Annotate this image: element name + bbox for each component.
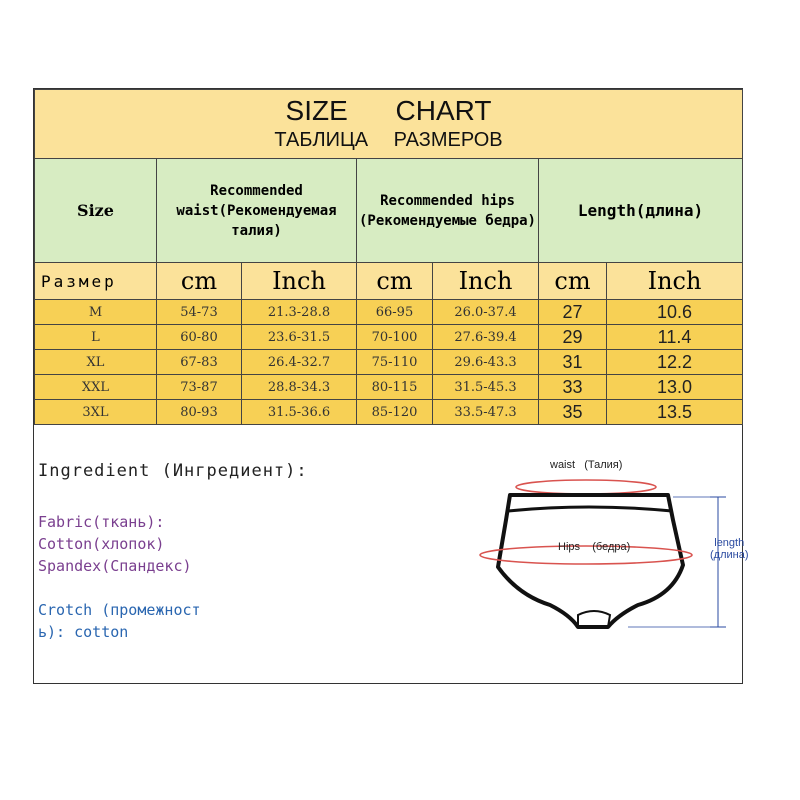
cell-length-inch: 13.0	[607, 375, 743, 400]
cell-size: L	[35, 325, 157, 350]
title-ru: ТАБЛИЦА РАЗМЕРОВ	[274, 129, 503, 151]
unit-length-cm: cm	[539, 263, 607, 300]
waist-label: waist (Талия)	[550, 459, 623, 471]
cell-length-inch: 10.6	[607, 300, 743, 325]
cell-hips-cm: 66-95	[357, 300, 433, 325]
cell-size: XXL	[35, 375, 157, 400]
cell-waist-inch: 23.6-31.5	[242, 325, 357, 350]
unit-razmer: Размер	[35, 263, 157, 300]
cell-hips-inch: 27.6-39.4	[433, 325, 539, 350]
ingredient-title: Ingredient (Ингредиент):	[38, 461, 308, 481]
cotton-label: Cotton(хлопок)	[38, 535, 165, 553]
cell-length-cm: 35	[539, 400, 607, 425]
cell-waist-cm: 54-73	[157, 300, 242, 325]
cell-waist-cm: 60-80	[157, 325, 242, 350]
measurement-diagram	[478, 445, 749, 645]
title-cell	[35, 90, 743, 159]
header-hips: Recommended hips (Рекомендуемые бедра)	[357, 159, 539, 263]
header-length: Length(длина)	[539, 159, 743, 263]
cell-size: M	[35, 300, 157, 325]
cell-length-inch: 12.2	[607, 350, 743, 375]
cell-length-cm: 31	[539, 350, 607, 375]
cell-waist-inch: 21.3-28.8	[242, 300, 357, 325]
hips-label: Hips (бедра)	[558, 541, 631, 553]
cell-hips-cm: 70-100	[357, 325, 433, 350]
cell-waist-inch: 31.5-36.6	[242, 400, 357, 425]
unit-hips-cm: cm	[357, 263, 433, 300]
cell-size: XL	[35, 350, 157, 375]
cell-length-cm: 27	[539, 300, 607, 325]
table-row	[35, 375, 743, 400]
cell-hips-cm: 80-115	[357, 375, 433, 400]
size-chart-sheet	[33, 88, 749, 684]
crotch-label-line2: ь): cotton	[38, 623, 129, 641]
fabric-label: Fabric(ткань):	[38, 513, 165, 531]
cell-size: 3XL	[35, 400, 157, 425]
cell-waist-cm: 73-87	[157, 375, 242, 400]
length-label: length (длина)	[710, 537, 749, 561]
table-row	[35, 300, 743, 325]
crotch-label-line1: Crotch (промежност	[38, 601, 201, 619]
cell-length-cm: 29	[539, 325, 607, 350]
table-row	[35, 325, 743, 350]
cell-waist-cm: 80-93	[157, 400, 242, 425]
ingredient-section	[38, 461, 468, 643]
cell-waist-inch: 28.8-34.3	[242, 375, 357, 400]
table-row	[35, 400, 743, 425]
cell-length-inch: 13.5	[607, 400, 743, 425]
cell-hips-inch: 31.5-45.3	[433, 375, 539, 400]
header-waist: Recommended waist(Рекомендуемая талия)	[157, 159, 357, 263]
spandex-label: Spandex(Спандекс)	[38, 557, 192, 575]
cell-waist-cm: 67-83	[157, 350, 242, 375]
table-row	[35, 350, 743, 375]
unit-hips-inch: Inch	[433, 263, 539, 300]
cell-length-inch: 11.4	[607, 325, 743, 350]
unit-length-inch: Inch	[607, 263, 743, 300]
cell-hips-cm: 75-110	[357, 350, 433, 375]
cell-hips-cm: 85-120	[357, 400, 433, 425]
cell-hips-inch: 29.6-43.3	[433, 350, 539, 375]
cell-length-cm: 33	[539, 375, 607, 400]
header-size: Size	[35, 159, 157, 263]
cell-hips-inch: 26.0-37.4	[433, 300, 539, 325]
cell-waist-inch: 26.4-32.7	[242, 350, 357, 375]
size-table	[34, 89, 743, 425]
unit-waist-inch: Inch	[242, 263, 357, 300]
cell-hips-inch: 33.5-47.3	[433, 400, 539, 425]
title-en: SIZE CHART	[285, 95, 492, 126]
unit-waist-cm: cm	[157, 263, 242, 300]
